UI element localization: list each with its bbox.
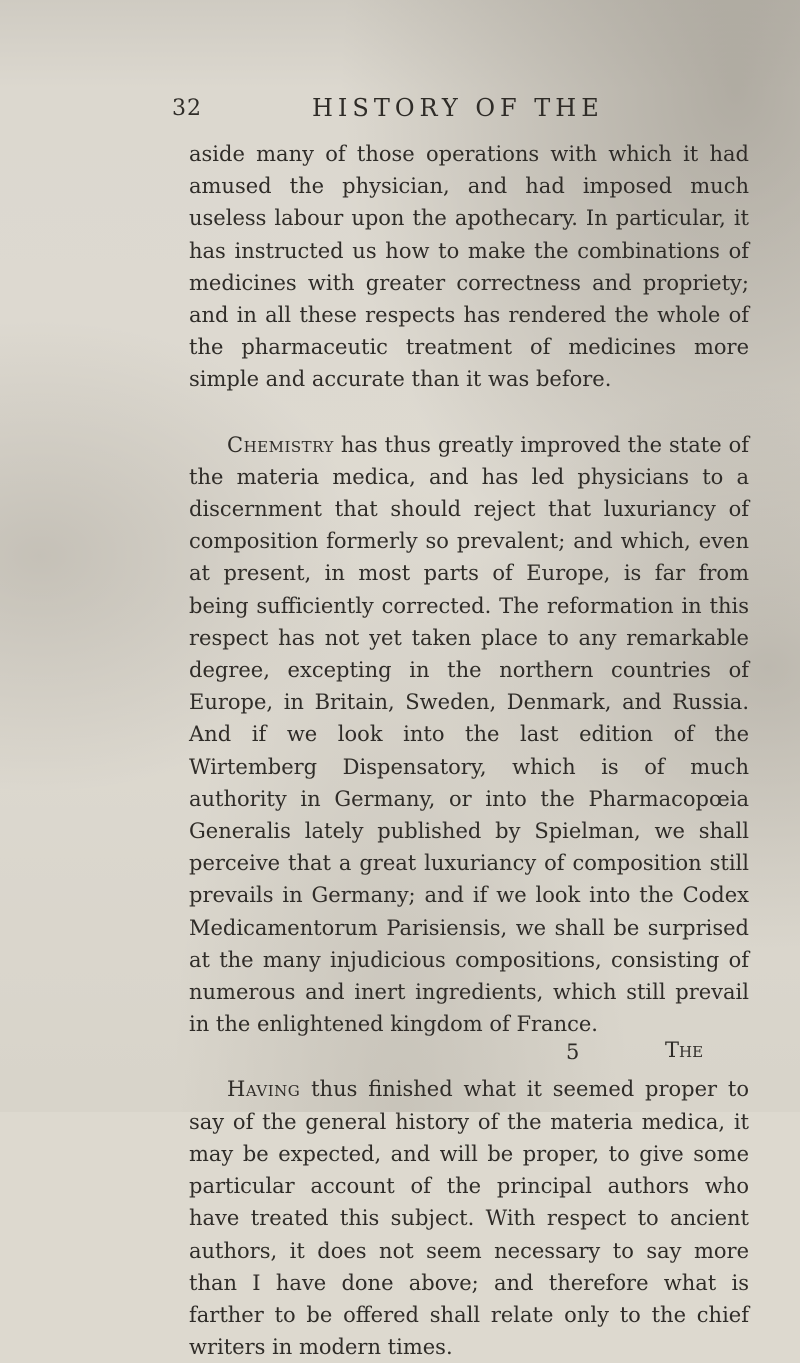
running-head-title: HISTORY OF THE [312,94,604,122]
signature-mark: 5 [566,1040,580,1064]
running-head [172,94,732,134]
paragraph-1 [189,138,749,396]
paragraph-2-text: has thus greatly improved the state of the materia medica, and has led physicians to a discernment that should reject that luxuriancy of composition formerly so prevalent; and which, even at present, in most parts of Europe, is far from being sufficiently corrected. The reformation in this respect has not yet taken place to any remarkable degree, excepting in the northern countries of Europe, in Britain, Sweden, Denmark, and Russia. And if we look into the last edition of the Wirtemberg Dispensatory, which is of much authority in Germany, or into the Pharmacopœia Generalis lately published by Spielman, we shall perceive that a great luxuriancy of composition still prevails in Germany; and if we look into the Codex Medicamentorum Parisiensis, we shall be surprised at the many injudicious compositions, consisting of numerous and inert ingredients, which still prevail in the enlightened kingdom of France. [189,432,749,1037]
paragraph-3-lead: Having [227,1077,301,1102]
paragraph-1-text: aside many of those operations with which it had amused the physician, and had imposed much useless labour upon the apothecary. In particular, it has instructed us how to make the combinations of medicines with greater correctness and propriety; and in all these respects has rendered the whole of the pharmaceutic treatment of medicines more simple and accurate than it was before. [189,142,749,392]
paragraph-3-text: thus finished what it seemed proper to say of the general history of the materia medica, it may be expected, and will be proper, to give some particular account of the principal authors who have treated this subject. With respect to ancient authors, it does not seem necessary to say more than I have done above; and therefore what is farther to be offered shall relate only to the chief writers in modern times. [189,1077,749,1360]
catchword: The [665,1038,704,1062]
body-text [189,138,749,1363]
paragraph-3 [189,1073,749,1363]
paragraph-2 [189,429,749,1041]
page-number: 32 [172,96,202,121]
paragraph-2-lead: Chemistry [227,432,334,457]
